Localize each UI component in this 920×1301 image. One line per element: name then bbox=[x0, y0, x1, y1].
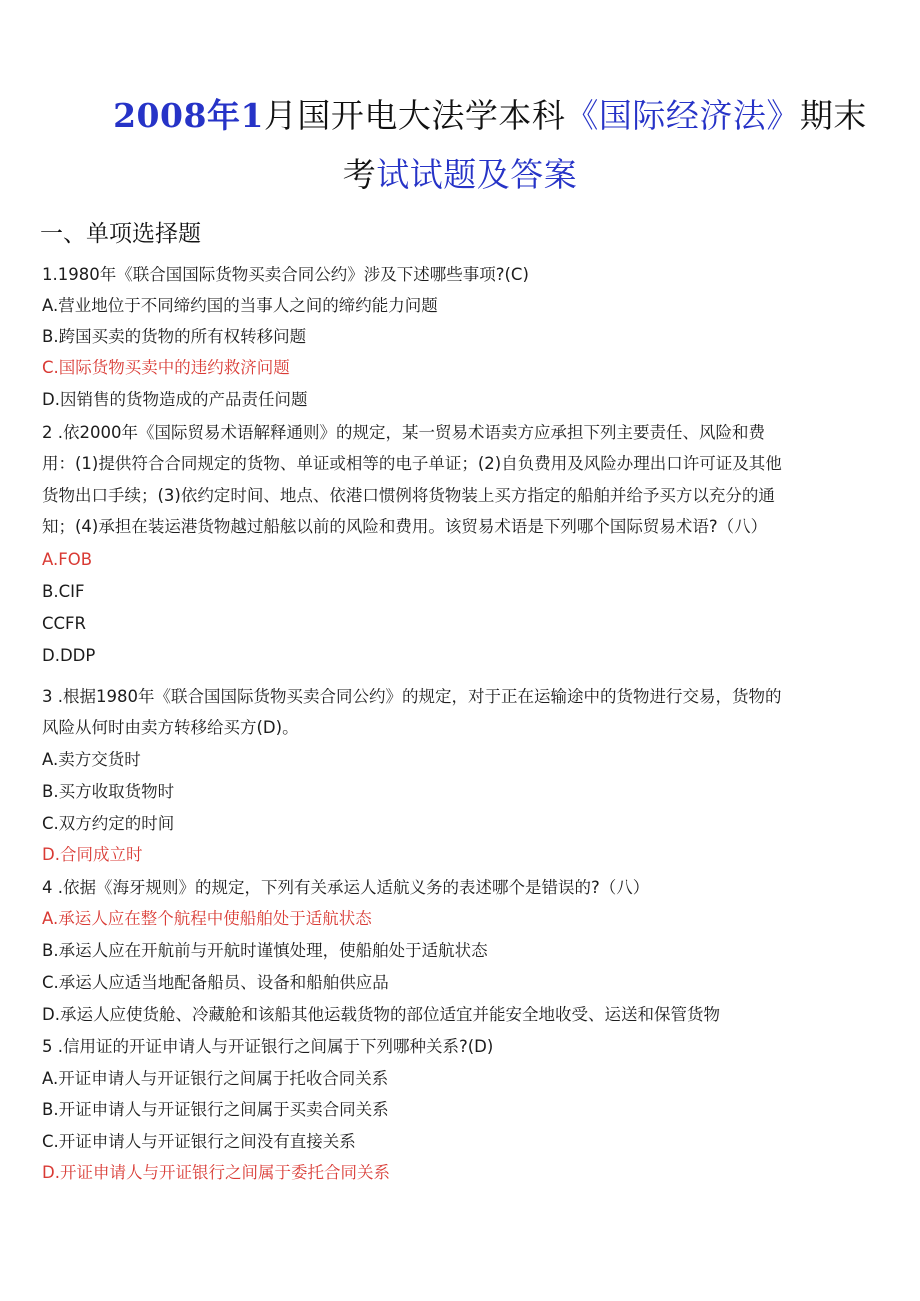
text-line: C.双方约定的时间 bbox=[42, 814, 175, 833]
text-line: B.开证申请人与开证银行之间属于买卖合同关系 bbox=[42, 1100, 389, 1119]
text-line: D.因销售的货物造成的产品责任问题 bbox=[42, 390, 308, 409]
text-line: 5 .信用证的开证申请人与开证银行之间属于下列哪种关系?(D) bbox=[42, 1037, 494, 1056]
text-line: 货物出口手续；(3)依约定时间、地点、依港口惯例将货物装上买方指定的船舶并给予买方以充分的通 bbox=[42, 486, 775, 505]
text-line: A.FOB bbox=[42, 550, 93, 569]
text-line: 2 .依2000年《国际贸易术语解释通则》的规定，某一贸易术语卖方应承担下列主要责任、风险和费 bbox=[42, 423, 765, 442]
title-line2-start: 考 bbox=[342, 155, 377, 194]
text-line: A.营业地位于不同缔约国的当事人之间的缔约能力问题 bbox=[42, 296, 438, 315]
title-subject: 《国际经济法》 bbox=[565, 96, 800, 135]
title-suffix: 期末 bbox=[799, 96, 867, 135]
text-line: B.承运人应在开航前与开航时谨慎处理，使船舶处于适航状态 bbox=[42, 941, 488, 960]
text-line: 知；(4)承担在装运港货物越过船舷以前的风险和费用。该贸易术语是下列哪个国际贸易术语?（八） bbox=[42, 517, 768, 536]
title-line-2 bbox=[0, 155, 920, 195]
text-line: 1.1980年《联合国国际货物买卖合同公约》涉及下述哪些事项?(C) bbox=[42, 265, 529, 284]
title-line2-end: 试试题及答案 bbox=[376, 155, 578, 194]
text-line: 风险从何时由卖方转移给买方(D)。 bbox=[42, 718, 299, 737]
text-line: D.合同成立时 bbox=[42, 845, 143, 864]
text-line: B.CIF bbox=[42, 582, 85, 601]
text-line: B.跨国买卖的货物的所有权转移问题 bbox=[42, 327, 307, 346]
text-line: C.承运人应适当地配备船员、设备和船舶供应品 bbox=[42, 973, 389, 992]
title-course: 月国开电大法学本科 bbox=[263, 96, 566, 135]
text-line: D.DDP bbox=[42, 646, 96, 665]
text-line: CCFR bbox=[42, 614, 86, 633]
text-line: A.卖方交货时 bbox=[42, 750, 141, 769]
text-line: C.开证申请人与开证银行之间没有直接关系 bbox=[42, 1132, 356, 1151]
text-line: D.承运人应使货舱、冷藏舱和该船其他运载货物的部位适宜并能安全地收受、运送和保管货物 bbox=[42, 1005, 720, 1024]
title-line-1 bbox=[0, 96, 920, 136]
text-line: A.承运人应在整个航程中使船舶处于适航状态 bbox=[42, 909, 372, 928]
text-line: B.买方收取货物时 bbox=[42, 782, 175, 801]
text-line: 3 .根据1980年《联合国国际货物买卖合同公约》的规定，对于正在运输途中的货物进行交易，货物的 bbox=[42, 687, 782, 706]
text-line: C.国际货物买卖中的违约救济问题 bbox=[42, 358, 290, 377]
text-line: A.开证申请人与开证银行之间属于托收合同关系 bbox=[42, 1069, 389, 1088]
text-line: 用：(1)提供符合合同规定的货物、单证或相等的电子单证；(2)自负费用及风险办理出口许可证及其他 bbox=[42, 454, 782, 473]
title-year: 2008年1 bbox=[113, 96, 264, 135]
text-line: 4 .依据《海牙规则》的规定，下列有关承运人适航义务的表述哪个是错误的?（八） bbox=[42, 878, 650, 897]
section-heading: 一、单项选择题 bbox=[40, 221, 201, 247]
text-line: D.开证申请人与开证银行之间属于委托合同关系 bbox=[42, 1163, 390, 1182]
